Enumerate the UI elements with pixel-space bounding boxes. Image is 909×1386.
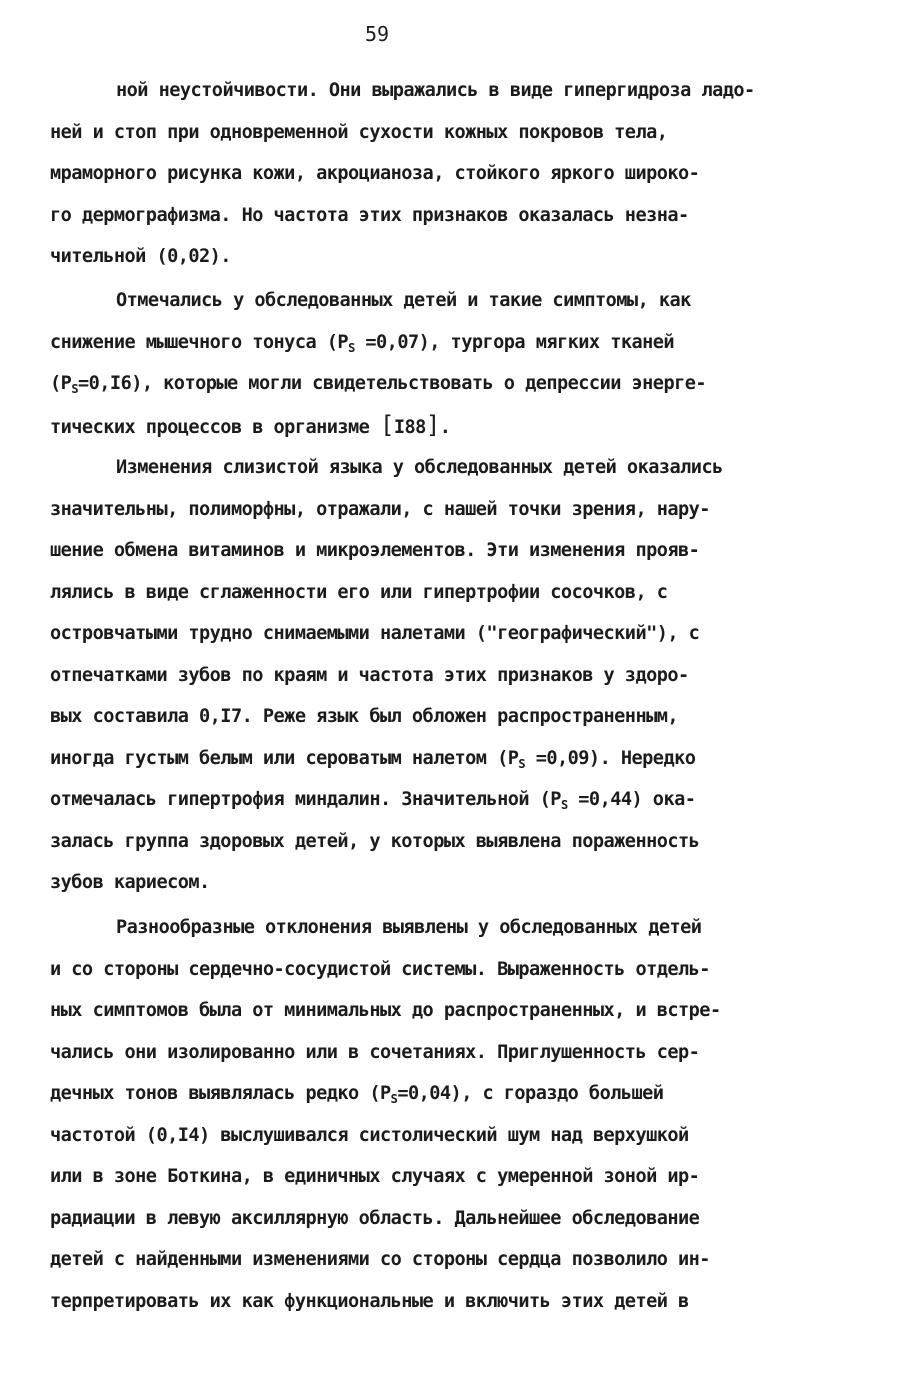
text-line: чительной (0,02). [50, 246, 231, 267]
text-line: значительны, полиморфны, отражали, с нашей точки зрения, нару- [50, 498, 710, 520]
text-line: или в зоне Боткина, в единичных случаях с умеренной зоной ир- [50, 1166, 700, 1187]
text-line: ней и стоп при одновременной сухости кожных покровов тела, [50, 121, 668, 143]
text-line: частотой (0,I4) выслушивался систолический шум над верхушкой [50, 1124, 689, 1146]
text-line: Разнообразные отклонения выявлены у обследованных детей [116, 917, 702, 938]
paragraph [50, 280, 850, 446]
text-line: вых составила 0,I7. Реже язык был обложен распространенным, [50, 706, 679, 727]
text-line: залась группа здоровых детей, у которых выявлена пораженность [50, 830, 700, 852]
text-line: радиации в левую аксиллярную область. Дальнейшее обследование [50, 1207, 700, 1229]
text-line: островчатыми трудно снимаемыми налетами ("географический"), с [50, 623, 700, 644]
paragraph [50, 70, 850, 278]
text-line: дечных тонов выявлялась редко $(P_S=0,04)$, с гораздо большей [50, 1083, 664, 1106]
text-line: мраморного рисунка кожи, акроцианоза, стойкого яркого широко- [50, 163, 700, 184]
paragraph [50, 907, 850, 1322]
text-line: тических процессов в организме [I88]. [50, 410, 451, 439]
text-line: Изменения слизистой языка у обследованных детей оказались [116, 457, 723, 478]
text-line: и со стороны сердечно-сосудистой системы. Выраженность отдель- [50, 958, 710, 980]
text-line: зубов кариесом. [50, 872, 210, 893]
text-line: ных симптомов была от минимальных до распространенных, и встре- [50, 1000, 721, 1021]
paragraph [50, 447, 850, 904]
text-line: терпретировать их как функциональные и включить этих детей в [50, 1290, 689, 1312]
text-line: го дермографизма. Но частота этих признаков оказалась незна- [50, 204, 689, 226]
text-line: шение обмена витаминов и микроэлементов. Эти изменения прояв- [50, 540, 700, 561]
text-line: отпечатками зубов по краям и частота этих признаков у здоро- [50, 664, 689, 686]
text-line: детей с найденными изменениями со стороны сердца позволило ин- [50, 1249, 710, 1270]
page-number: 59 [365, 22, 390, 46]
text-line: Отмечались у обследованных детей и такие симптомы, как [116, 290, 691, 311]
text-line: иногда густым белым или сероватым налетом $(P_S =0,09)$. Нередко [50, 747, 696, 771]
text-line: лялись в виде сглаженности его или гипертрофии сосочков, с [50, 581, 668, 603]
text-line: $(P_S=0,I6)$, которые могли свидетельствовать о депрессии энерге- [50, 373, 707, 396]
text-line: отмечалась гипертрофия миндалин. Значительной $(P_S =0,44)$ ока- [50, 789, 696, 812]
text-line: чались они изолированно или в сочетаниях. Приглушенность сер- [50, 1041, 700, 1063]
text-line: снижение мышечного тонуса $(P_S =0,07)$, тургора мягких тканей [50, 331, 675, 355]
text-line: ной неустойчивости. Они выражались в виде гипергидроза ладо- [116, 80, 755, 101]
